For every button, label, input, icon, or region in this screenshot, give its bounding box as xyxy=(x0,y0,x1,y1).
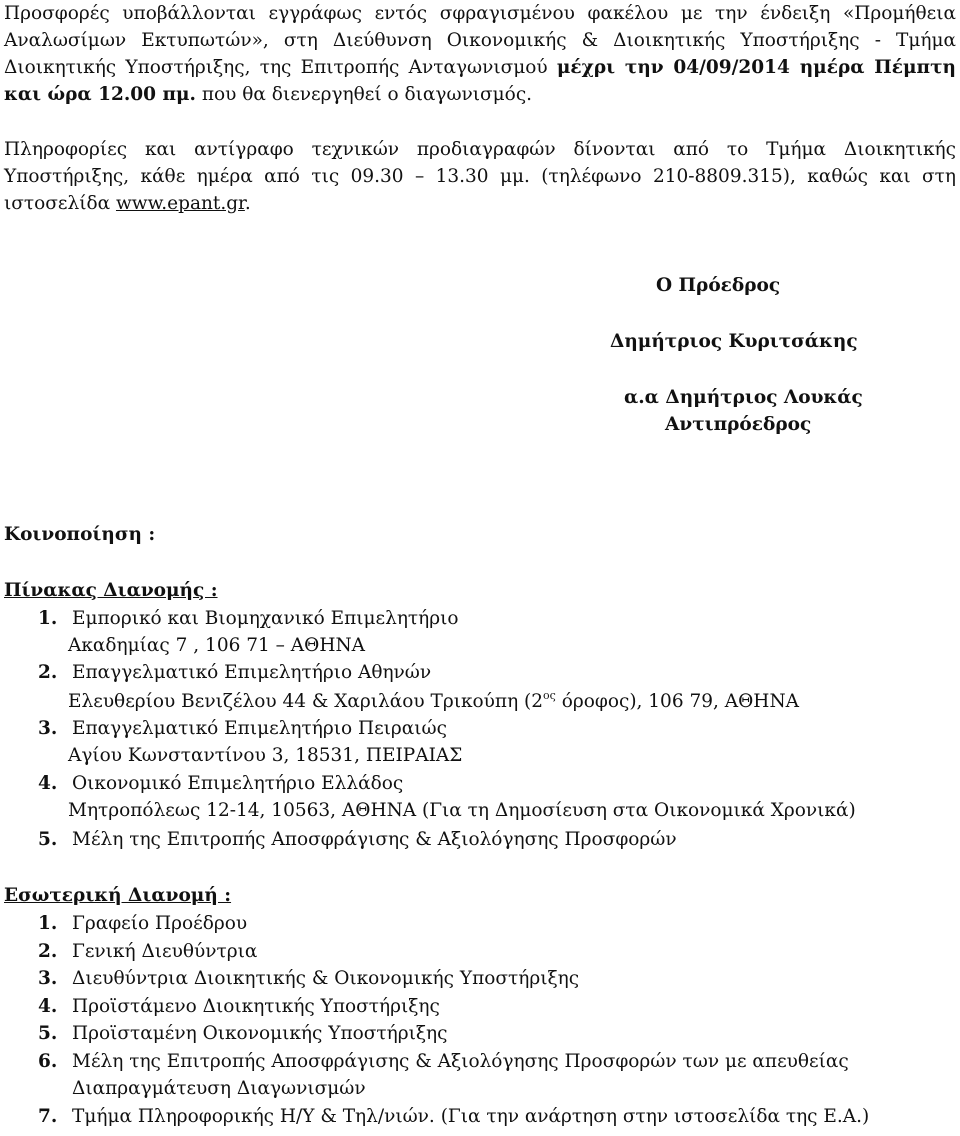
item-number: 2. xyxy=(38,941,58,962)
item-text: Γενική Διευθύντρια xyxy=(72,941,258,962)
item-number: 4. xyxy=(38,996,58,1017)
item-number: 3. xyxy=(38,718,58,739)
item-number: 5. xyxy=(38,1023,58,1044)
item-number: 4. xyxy=(38,773,58,794)
item-number: 1. xyxy=(38,913,58,934)
item-name: Επαγγελματικό Επιμελητήριο Αθηνών xyxy=(72,662,432,683)
item-number: 2. xyxy=(38,662,58,683)
deputy-name: α.α Δημήτριος Λουκάς xyxy=(624,387,863,408)
deadline-text: μέχρι την 04/09/2014 ημέρα Πέμπτη και ώρα 12.00 πμ. xyxy=(4,57,956,105)
item-text: Διευθύντρια Διοικητικής & Οικονομικής Υποστήριξης xyxy=(72,968,580,989)
item-text: Τμήμα Πληροφορικής Η/Υ & Τηλ/νιών. (Για την ανάρτηση στην ιστοσελίδα της Ε.Α.) xyxy=(72,1106,870,1127)
president-name: Δημήτριος Κυριτσάκης xyxy=(610,331,858,352)
item-text: Γραφείο Προέδρου xyxy=(72,913,248,934)
item-number: 5. xyxy=(38,829,58,850)
item-address: Ακαδημίας 7 , 106 71 – ΑΘΗΝΑ xyxy=(68,635,366,656)
address-text: Ελευθερίου Βενιζέλου 44 & Χαριλάου Τρικούπη (2 xyxy=(68,691,544,712)
item-text: Προϊσταμένη Οικονομικής Υποστήριξης xyxy=(72,1023,448,1044)
item-address xyxy=(68,689,799,712)
distribution-heading: Πίνακας Διανομής : xyxy=(4,580,218,601)
item-name: Επαγγελματικό Επιμελητήριο Πειραιώς xyxy=(72,718,448,739)
info-paragraph xyxy=(4,136,956,217)
ordinal-suffix: ος xyxy=(543,689,556,702)
info-end: . xyxy=(244,193,251,214)
president-role: Ο Πρόεδρος xyxy=(656,275,781,296)
item-address: Αγίου Κωνσταντίνου 3, 18531, ΠΕΙΡΑΙΑΣ xyxy=(68,745,463,766)
notification-heading: Κοινοποίηση : xyxy=(4,524,156,545)
item-number: 7. xyxy=(38,1106,58,1127)
submission-paragraph xyxy=(4,0,956,108)
item-text: Προϊστάμενο Διοικητικής Υποστήριξης xyxy=(72,996,440,1017)
item-name: Μέλη της Επιτροπής Αποσφράγισης & Αξιολόγησης Προσφορών xyxy=(72,829,677,850)
info-text: Πληροφορίες και αντίγραφο τεχνικών προδιαγραφών δίνονται από το Τμήμα Διοικητικής Υποστήριξης, κάθε ημέρα από τις 09.30 – 13.30 μμ. (τηλέφωνο 210-8809.315), καθώς και στη ιστοσελίδα xyxy=(4,139,956,214)
internal-distribution-heading: Εσωτερική Διανομή : xyxy=(4,885,232,906)
submission-text-end: που θα διενεργηθεί ο διαγωνισμός. xyxy=(195,84,533,105)
website-link[interactable]: www.epant.gr xyxy=(115,193,245,214)
item-text-continued: Διαπραγμάτευση Διαγωνισμών xyxy=(72,1078,366,1099)
submission-text: Προσφορές υποβάλλονται εγγράφως εντός σφραγισμένου φακέλου με την ένδειξη «Προμήθεια Αναλωσίμων Εκτυπωτών», στη Διεύθυνση Οικονομικής & Διοικητικής Υποστήριξης - Τμήμα Διοικητικής Υποστήριξης, της Επιτροπής Ανταγωνισμού xyxy=(4,3,956,78)
item-number: 3. xyxy=(38,968,58,989)
item-text: Μέλη της Επιτροπής Αποσφράγισης & Αξιολόγησης Προσφορών των με απευθείας xyxy=(72,1051,849,1072)
item-number: 1. xyxy=(38,608,58,629)
item-name: Οικονομικό Επιμελητήριο Ελλάδος xyxy=(72,773,404,794)
item-address: Μητροπόλεως 12-14, 10563, ΑΘΗΝΑ (Για τη Δημοσίευση στα Οικονομικά Χρονικά) xyxy=(68,800,856,821)
item-name: Εμπορικό και Βιομηχανικό Επιμελητήριο xyxy=(72,608,459,629)
deputy-role: Αντιπρόεδρος xyxy=(665,414,812,435)
address-text-end: όροφος), 106 79, ΑΘΗΝΑ xyxy=(555,691,799,712)
item-number: 6. xyxy=(38,1051,58,1072)
